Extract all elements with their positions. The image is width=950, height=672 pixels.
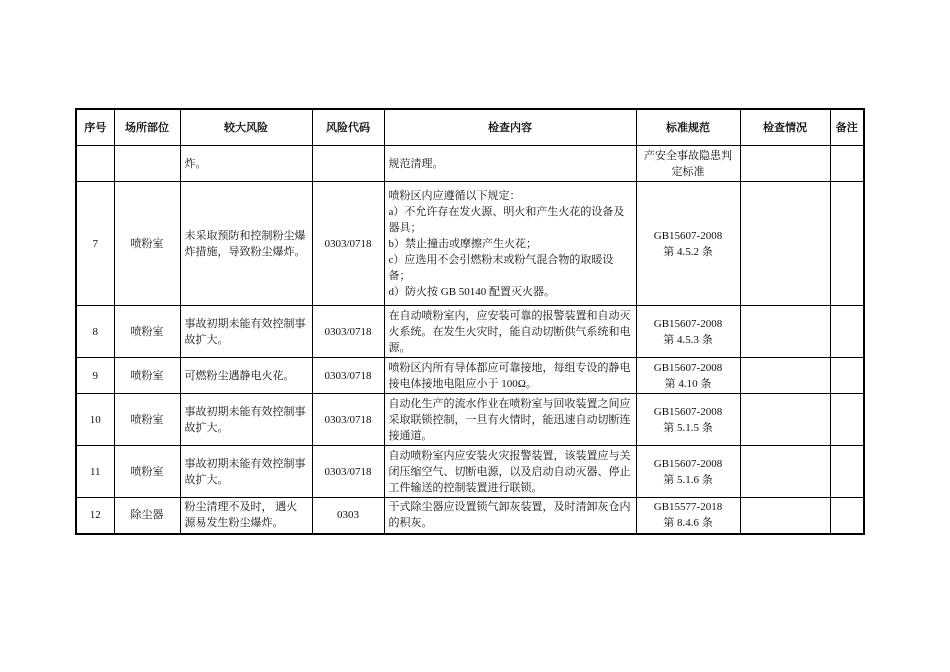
cell-risk: 炸。 — [180, 146, 312, 182]
cell-place: 喷粉室 — [114, 306, 180, 358]
standard-code: GB15607-2008 — [653, 457, 723, 470]
cell-status — [740, 146, 830, 182]
header-status: 检查情况 — [740, 109, 830, 146]
cell-standard — [636, 306, 740, 358]
standard-code: GB15607-2008 — [653, 361, 723, 374]
cell-status — [740, 182, 830, 306]
table-row — [76, 182, 864, 306]
header-seq: 序号 — [76, 109, 114, 146]
header-place: 场所部位 — [114, 109, 180, 146]
header-standard: 标准规范 — [636, 109, 740, 146]
standard-code: GB15607-2008 — [653, 229, 723, 242]
cell-seq: 7 — [76, 182, 114, 306]
cell-remark — [830, 146, 864, 182]
cell-risk: 未采取预防和控制粉尘爆炸措施，导致粉尘爆炸。 — [180, 182, 312, 306]
cell-remark — [830, 306, 864, 358]
cell-content: 喷粉区内所有导体都应可靠接地，每组专设的静电接电体接地电阻应小于 100Ω。 — [384, 358, 636, 394]
header-row — [76, 109, 864, 146]
cell-content: 干式除尘器应设置锁气卸灰装置，及时清卸灰仓内的积灰。 — [384, 498, 636, 534]
cell-content — [384, 182, 636, 306]
cell-risk: 粉尘清理不及时， 遇火源易发生粉尘爆炸。 — [180, 498, 312, 534]
cell-place: 喷粉室 — [114, 358, 180, 394]
standard-clause: 第 8.4.6 条 — [663, 517, 713, 530]
cell-code: 0303/0718 — [312, 394, 384, 446]
cell-risk: 可燃粉尘遇静电火花。 — [180, 358, 312, 394]
cell-risk: 事故初期未能有效控制事故扩大。 — [180, 306, 312, 358]
table-row — [76, 146, 864, 182]
cell-status — [740, 498, 830, 534]
cell-code: 0303 — [312, 498, 384, 534]
cell-standard — [636, 394, 740, 446]
cell-place: 喷粉室 — [114, 394, 180, 446]
cell-status — [740, 446, 830, 498]
header-code: 风险代码 — [312, 109, 384, 146]
cell-standard — [636, 446, 740, 498]
cell-remark — [830, 182, 864, 306]
cell-status — [740, 358, 830, 394]
standard-code: GB15607-2008 — [653, 317, 723, 330]
cell-seq: 9 — [76, 358, 114, 394]
standard-clause: 第 4.5.2 条 — [663, 245, 713, 258]
table-row — [76, 358, 864, 394]
header-risk: 较大风险 — [180, 109, 312, 146]
content-line: 喷粉区内应遵循以下规定： — [388, 189, 521, 202]
cell-remark — [830, 498, 864, 534]
cell-content: 规范清理。 — [384, 146, 636, 182]
header-remark: 备注 — [830, 109, 864, 146]
cell-remark — [830, 394, 864, 446]
cell-seq: 12 — [76, 498, 114, 534]
cell-content: 在自动喷粉室内，应安装可靠的报警装置和自动灭火系统。在发生火灾时，能自动切断供气系统和电源。 — [384, 306, 636, 358]
cell-content: 自动喷粉室内应安装火灾报警装置，该装置应与关闭压缩空气、切断电源，以及启动自动灭器、停止工件输送的控制装置进行联锁。 — [384, 446, 636, 498]
table-row — [76, 498, 864, 534]
cell-remark — [830, 358, 864, 394]
risk-inspection-table — [75, 108, 865, 535]
cell-standard — [636, 498, 740, 534]
cell-code: 0303/0718 — [312, 182, 384, 306]
cell-place: 喷粉室 — [114, 446, 180, 498]
standard-code: GB15577-2018 — [653, 501, 723, 514]
cell-standard — [636, 182, 740, 306]
cell-place — [114, 146, 180, 182]
cell-code: 0303/0718 — [312, 446, 384, 498]
content-line: b）禁止撞击或摩擦产生火花； — [388, 237, 537, 250]
table-row — [76, 306, 864, 358]
cell-status — [740, 306, 830, 358]
cell-risk: 事故初期未能有效控制事故扩大。 — [180, 394, 312, 446]
cell-standard — [636, 358, 740, 394]
cell-seq: 11 — [76, 446, 114, 498]
cell-risk: 事故初期未能有效控制事故扩大。 — [180, 446, 312, 498]
standard-clause: 第 5.1.5 条 — [663, 421, 713, 434]
cell-status — [740, 394, 830, 446]
cell-seq: 10 — [76, 394, 114, 446]
cell-seq: 8 — [76, 306, 114, 358]
cell-code: 0303/0718 — [312, 306, 384, 358]
cell-place: 喷粉室 — [114, 182, 180, 306]
table-row — [76, 446, 864, 498]
content-line: d）防火按 GB 50140 配置灭火器。 — [388, 285, 556, 298]
cell-standard: 产安全事故隐患判定标准 — [636, 146, 740, 182]
standard-code: GB15607-2008 — [653, 405, 723, 418]
cell-seq — [76, 146, 114, 182]
cell-place: 除尘器 — [114, 498, 180, 534]
table-row — [76, 394, 864, 446]
cell-remark — [830, 446, 864, 498]
cell-code: 0303/0718 — [312, 358, 384, 394]
content-line: c）应选用不会引燃粉末或粉气混合物的取暖设备； — [388, 253, 614, 282]
content-line: a）不允许存在发火源、明火和产生火花的设备及器具； — [388, 205, 625, 234]
cell-content: 自动化生产的流水作业在喷粉室与回收装置之间应采取联锁控制，一旦有火情时，能迅速自动切断连接通道。 — [384, 394, 636, 446]
cell-code — [312, 146, 384, 182]
standard-clause: 第 5.1.6 条 — [663, 473, 713, 486]
standard-clause: 第 4.5.3 条 — [663, 333, 713, 346]
standard-clause: 第 4.10 条 — [664, 377, 712, 390]
header-content: 检查内容 — [384, 109, 636, 146]
